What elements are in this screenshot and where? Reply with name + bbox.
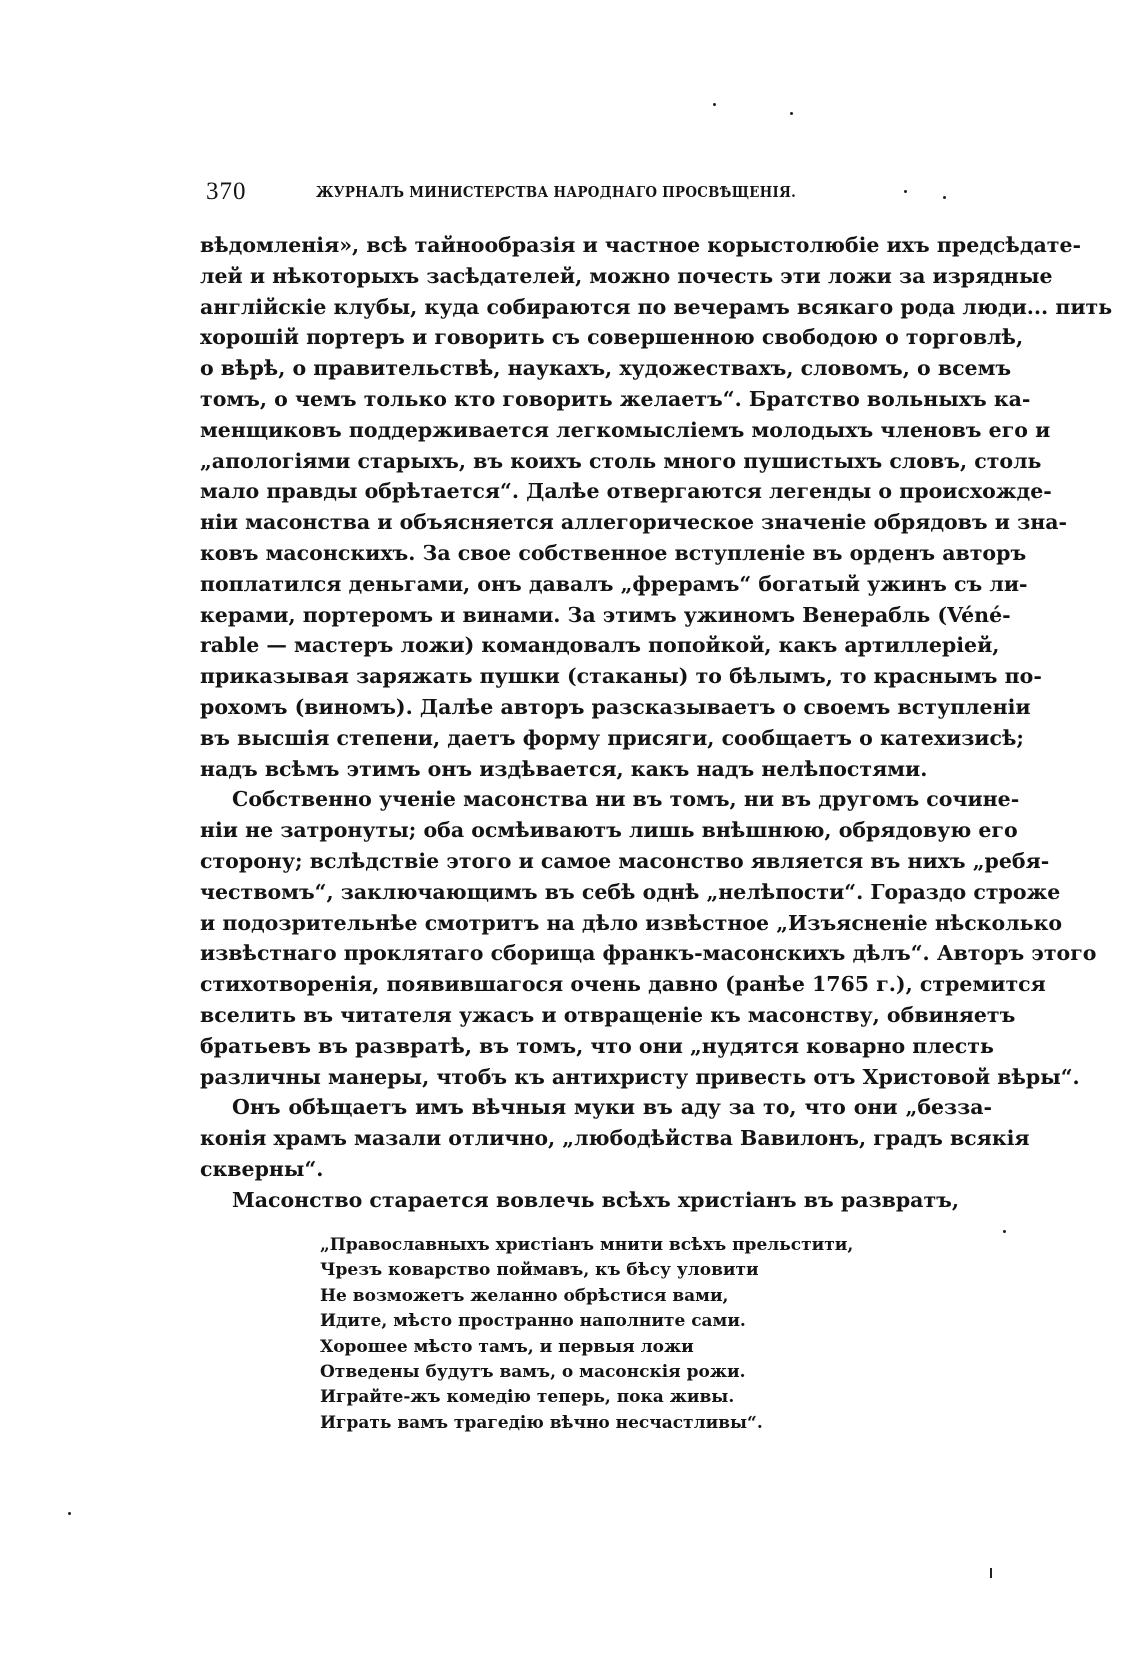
verse-line: Играть вамъ трагедію вѣчно несчастливы“.	[320, 1412, 763, 1433]
text-line: томъ, о чемъ только кто говорить желаетъ“. Братство вольныхъ ка-	[200, 386, 1031, 411]
verse-line: Чрезъ коварство поймавъ, къ бѣсу уловити	[320, 1260, 759, 1281]
verse-line: „Православныхъ христіанъ мнити всѣхъ прельстити,	[320, 1235, 854, 1255]
text-line: ковъ масонскихъ. За свое собственное вступленіе въ орденъ авторъ	[200, 540, 1027, 565]
text-line: вселить въ читателя ужасъ и отвращеніе къ масонству, обвиняетъ	[200, 1002, 1016, 1027]
scan-speck	[790, 112, 793, 115]
verse-line: Отведены будутъ вамъ, о масонскія рожи.	[320, 1361, 746, 1382]
text-line: поплатился деньгами, онъ давалъ „фрерамъ“ богатый ужинъ съ ли-	[200, 571, 1028, 596]
page-number: 370	[206, 178, 247, 205]
scan-speck	[943, 196, 946, 199]
text-line: лей и нѣкоторыхъ засѣдателей, можно почесть эти ложи за изрядные	[200, 263, 1053, 288]
verse-quote	[320, 1233, 920, 1436]
text-line: рохомъ (виномъ). Далѣе авторъ разсказываетъ о своемъ вступленіи	[200, 694, 1031, 719]
text-line: и подозрительнѣе смотритъ на дѣло извѣстное „Изъясненіе нѣсколько	[200, 910, 1063, 935]
text-line: Собственно ученіе масонства ни въ томъ, ни въ другомъ сочине-	[232, 787, 1020, 812]
scan-speck	[713, 103, 716, 106]
verse-line: Играйте-жъ комедію теперь, пока живы.	[320, 1387, 735, 1408]
text-line: хорошій портеръ и говорить съ совершенною свободою о торговлѣ,	[200, 325, 1024, 350]
text-line: „апологіями старыхъ, въ коихъ столь много пушистыхъ словъ, столь	[200, 448, 1042, 473]
running-head: ЖУРНАЛЪ МИНИСТЕРСТВА НАРОДНАГО ПРОСВѢЩЕНІЯ.	[316, 184, 797, 201]
text-line: братьевъ въ развратѣ, въ томъ, что они „нудятся коварно плесть	[200, 1033, 994, 1058]
text-line: вѣдомленія», всѣ тайнообразія и частное корыстолюбіе ихъ предсѣдате-	[200, 233, 1082, 257]
text-line: Онъ обѣщаетъ имъ вѣчныя муки въ аду за то, что они „безза-	[232, 1095, 992, 1120]
text-line: мало правды обрѣтается“. Далѣе отвергаются легенды о происхожде-	[200, 479, 1052, 504]
text-line: ніи масонства и объясняется аллегорическое значеніе обрядовъ и зна-	[200, 510, 1068, 535]
text-line: скверны“.	[200, 1156, 324, 1181]
text-line: чествомъ“, заключающимъ въ себѣ однѣ „нелѣпости“. Гораздо строже	[200, 879, 1061, 904]
text-line: стихотворенія, появившагося очень давно (ранѣе 1765 г.), стремится	[200, 972, 1046, 997]
text-line: Масонство старается вовлечь всѣхъ христіанъ въ развратъ,	[232, 1187, 960, 1212]
text-line: надъ всѣмъ этимъ онъ издѣвается, какъ надъ нелѣпостями.	[200, 756, 928, 781]
scan-speck	[68, 1512, 71, 1515]
text-line: въ высшія степени, даетъ форму присяги, сообщаетъ о катехизисѣ;	[200, 725, 1024, 750]
text-line: приказывая заряжать пушки (стаканы) то бѣлымъ, то краснымъ по-	[200, 664, 1042, 689]
text-line: керами, портеромъ и винами. За этимъ ужиномъ Венерабль (Véné-	[200, 602, 1011, 627]
text-line: конія храмъ мазали отлично, „любодѣйства Вавилонъ, градъ всякія	[200, 1126, 1030, 1151]
verse-line: Идите, мѣсто пространно наполните сами.	[320, 1311, 746, 1332]
scan-speck	[904, 190, 907, 193]
verse-line: Не возможетъ желанно обрѣстися вами,	[320, 1285, 729, 1306]
body-text	[200, 230, 1113, 1216]
text-line: rable — мастеръ ложи) командовалъ попойкой, какъ артиллеріей,	[200, 633, 1000, 658]
scan-speck	[1003, 1230, 1006, 1233]
text-line: извѣстнаго проклятаго сборища франкъ-масонскихъ дѣлъ“. Авторъ этого	[200, 941, 1097, 966]
text-line: ніи не затронуты; оба осмѣиваютъ лишь внѣшнюю, обрядовую его	[200, 818, 1018, 843]
text-line: о вѣрѣ, о правительствѣ, наукахъ, художествахъ, словомъ, о всемъ	[200, 356, 1012, 381]
verse-line: Хорошее мѣсто тамъ, и первыя ложи	[320, 1336, 694, 1357]
text-line: англійскіе клубы, куда собираются по вечерамъ всякаго рода люди... пить	[200, 294, 1113, 319]
scan-speck	[990, 1568, 992, 1578]
page-header	[206, 178, 986, 208]
text-line: различны манеры, чтобъ къ антихристу привесть отъ Христовой вѣры“.	[200, 1064, 1080, 1089]
text-line: менщиковъ поддерживается легкомысліемъ молодыхъ членовъ его и	[200, 417, 1051, 442]
text-line: сторону; вслѣдствіе этого и самое масонство является въ нихъ „ребя-	[200, 848, 1050, 873]
